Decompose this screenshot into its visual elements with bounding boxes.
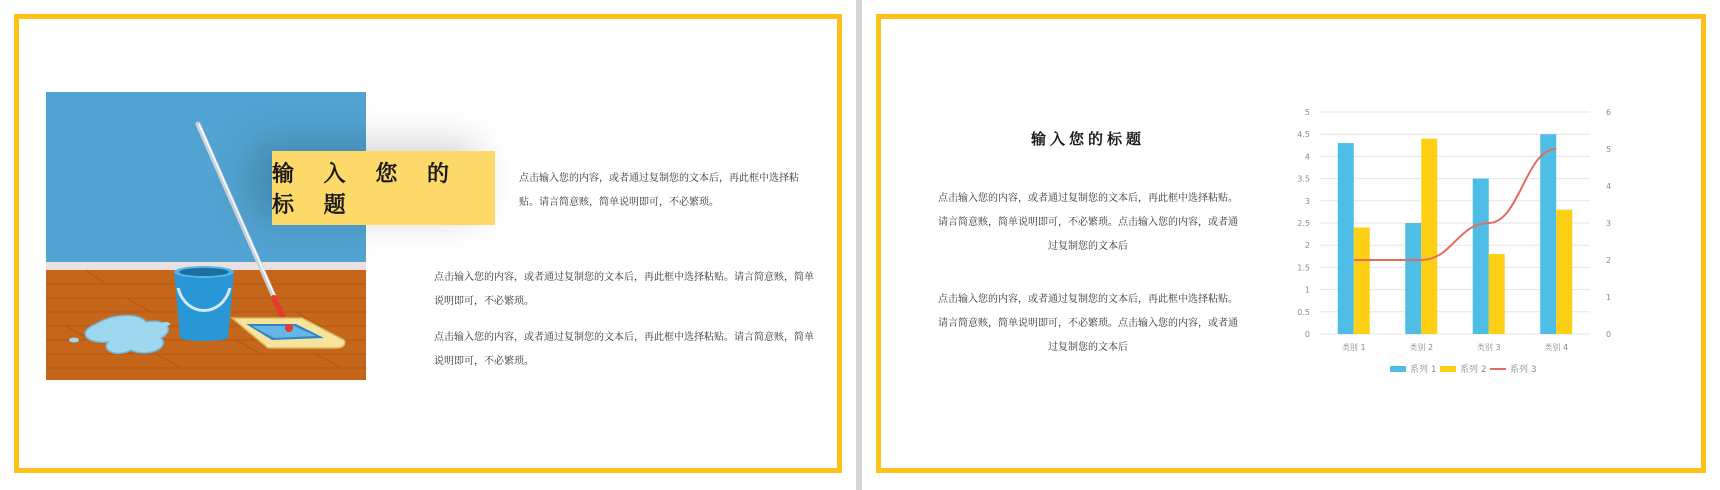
text-line: 请言简意赅，简单说明即可，不必繁琐。点击输入您的内容，或者通 — [938, 217, 1238, 228]
bar-1 — [1540, 134, 1556, 334]
y-tick-label: 1.5 — [1297, 263, 1310, 273]
legend-label: 系列 2 — [1460, 365, 1487, 375]
slide-title: 输 入 您 的 标 题 — [272, 162, 460, 218]
x-tick-label: 类别 2 — [1409, 343, 1434, 352]
bar-2 — [1489, 254, 1505, 334]
text-line: 点击输入您的内容，或者通过复制您的文本后，再此框中选择粘贴。请言简意赅，简单 — [434, 272, 814, 283]
text-line: 点击输入您的内容，或者通过复制您的文本后，再此框中选择粘贴。 — [938, 294, 1238, 305]
line-series-3 — [1354, 149, 1557, 260]
text-line: 说明即可，不必繁琐。 — [434, 296, 534, 307]
y2-tick-label: 6 — [1606, 108, 1612, 117]
y-tick-label: 3 — [1304, 196, 1310, 206]
text-block-middle[interactable] — [434, 266, 814, 314]
text-line: 贴。请言简意赅，简单说明即可，不必繁琐。 — [519, 197, 719, 208]
y-tick-label: 4.5 — [1297, 130, 1310, 140]
y-tick-label: 2.5 — [1297, 219, 1310, 228]
y-tick-label: 5 — [1304, 108, 1310, 117]
text-line: 过复制您的文本后 — [1048, 241, 1128, 252]
y2-tick-label: 0 — [1606, 330, 1612, 339]
text-line: 过复制您的文本后 — [1048, 342, 1128, 353]
bar-2 — [1421, 139, 1437, 334]
text-line: 点击输入您的内容，或者通过复制您的文本后，再此框中选择粘 — [519, 173, 799, 184]
text-block-1[interactable] — [933, 187, 1243, 259]
y2-tick-label: 5 — [1606, 145, 1612, 154]
bar-1 — [1473, 179, 1489, 334]
title-box[interactable] — [272, 151, 495, 225]
y2-tick-label: 4 — [1606, 182, 1612, 191]
text-block-top[interactable] — [519, 167, 799, 215]
y-tick-label: 2 — [1304, 241, 1310, 251]
mop-bucket-illustration — [46, 92, 366, 380]
y-tick-label: 4 — [1304, 152, 1310, 162]
x-tick-label: 类别 4 — [1544, 343, 1569, 352]
bar-1 — [1405, 223, 1421, 334]
slide-title[interactable]: 输入您的标题 — [1031, 130, 1146, 148]
text-line: 说明即可，不必繁琐。 — [434, 356, 534, 367]
text-line: 点击输入您的内容，或者通过复制您的文本后，再此框中选择粘贴。请言简意赅，简单 — [434, 332, 814, 343]
x-tick-label: 类别 1 — [1341, 343, 1366, 352]
legend-label: 系列 1 — [1410, 365, 1437, 375]
legend-swatch — [1390, 366, 1406, 372]
bar-2 — [1354, 227, 1370, 334]
text-block-bottom[interactable] — [434, 326, 814, 374]
bar-2 — [1556, 210, 1572, 334]
y-tick-label: 0.5 — [1297, 307, 1310, 317]
y2-tick-label: 3 — [1606, 219, 1612, 228]
y2-tick-label: 2 — [1606, 256, 1612, 265]
text-line: 请言简意赅，简单说明即可，不必繁琐。点击输入您的内容，或者通 — [938, 318, 1238, 329]
text-line: 点击输入您的内容，或者通过复制您的文本后，再此框中选择粘贴。 — [938, 193, 1238, 204]
text-block-2[interactable] — [933, 288, 1243, 360]
x-tick-label: 类别 3 — [1476, 343, 1501, 352]
y-tick-label: 3.5 — [1297, 174, 1310, 184]
combo-chart[interactable] — [1290, 104, 1630, 386]
y2-tick-label: 1 — [1606, 293, 1612, 302]
bar-1 — [1338, 143, 1354, 334]
y-tick-label: 1 — [1304, 285, 1310, 295]
legend-label: 系列 3 — [1510, 365, 1537, 375]
y-tick-label: 0 — [1304, 330, 1310, 339]
legend-swatch — [1440, 366, 1456, 372]
